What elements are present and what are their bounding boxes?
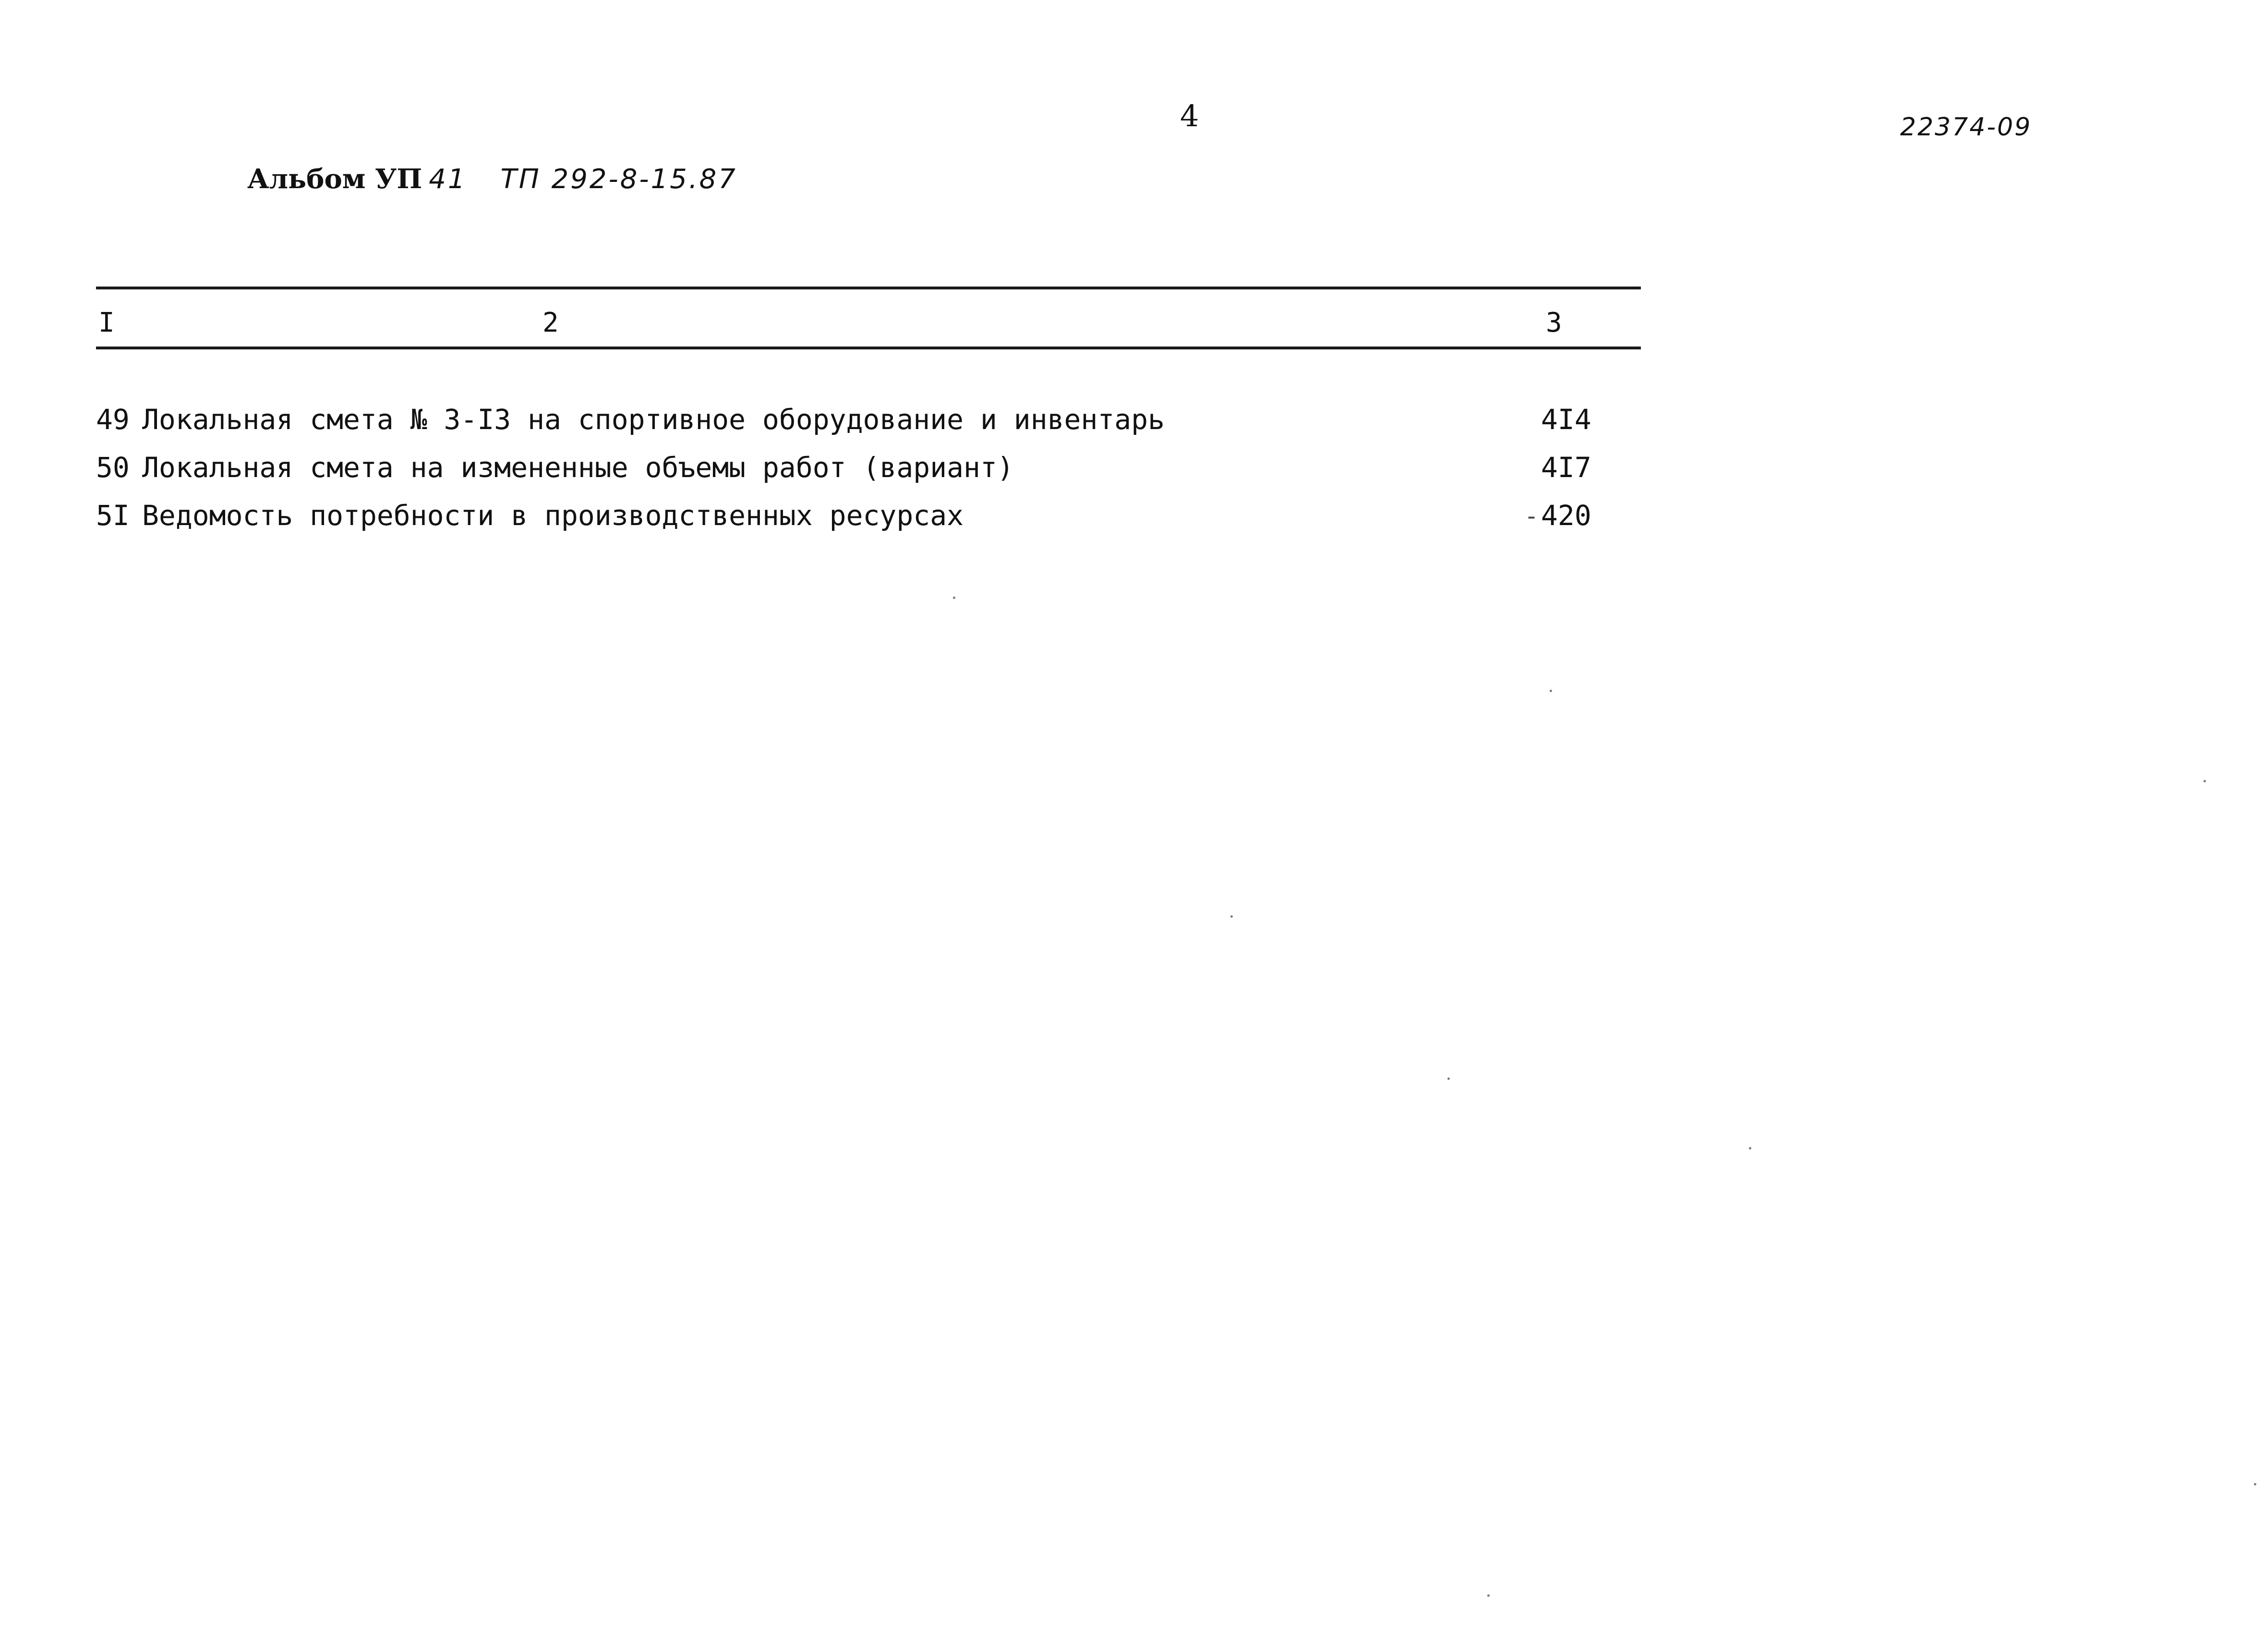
page-number: 4 [1180,98,1199,133]
scan-speck [1550,690,1552,692]
album-header [247,163,737,195]
scan-speck [2254,1483,2256,1485]
row-page: 420 [1541,499,1591,532]
column-header-2: 2 [542,307,559,338]
scan-speck [1447,1077,1450,1080]
row-number: 50 [96,451,130,484]
scan-speck [2204,780,2206,782]
row-number: 5I [96,499,130,532]
row-page-mark: - [1524,502,1539,530]
project-code-handwritten: ТП 292-8-15.87 [500,164,737,195]
table-header-rule [96,347,1641,349]
table-row [0,403,2264,451]
column-header-3: 3 [1546,307,1562,338]
table-row [0,451,2264,499]
scan-speck [1487,1594,1490,1597]
column-header-1: I [98,307,115,338]
row-title: Локальная смета № 3-I3 на спортивное оборудование и инвентарь [142,403,1165,436]
scan-speck [1230,915,1233,918]
table-top-rule [96,287,1641,289]
table-row [0,499,2264,547]
row-number: 49 [96,403,130,436]
album-number-handwritten: 41 [429,164,467,195]
row-title: Локальная смета на измененные объемы работ (вариант) [142,451,1014,484]
scan-speck [1749,1147,1751,1149]
scan-speck [953,597,955,599]
album-label: Альбом УП [247,163,422,195]
row-title: Ведомость потребности в производственных ресурсах [142,499,964,532]
row-page: 4I4 [1541,403,1591,436]
document-code: 22374-09 [1900,113,2032,142]
row-page: 4I7 [1541,451,1591,484]
